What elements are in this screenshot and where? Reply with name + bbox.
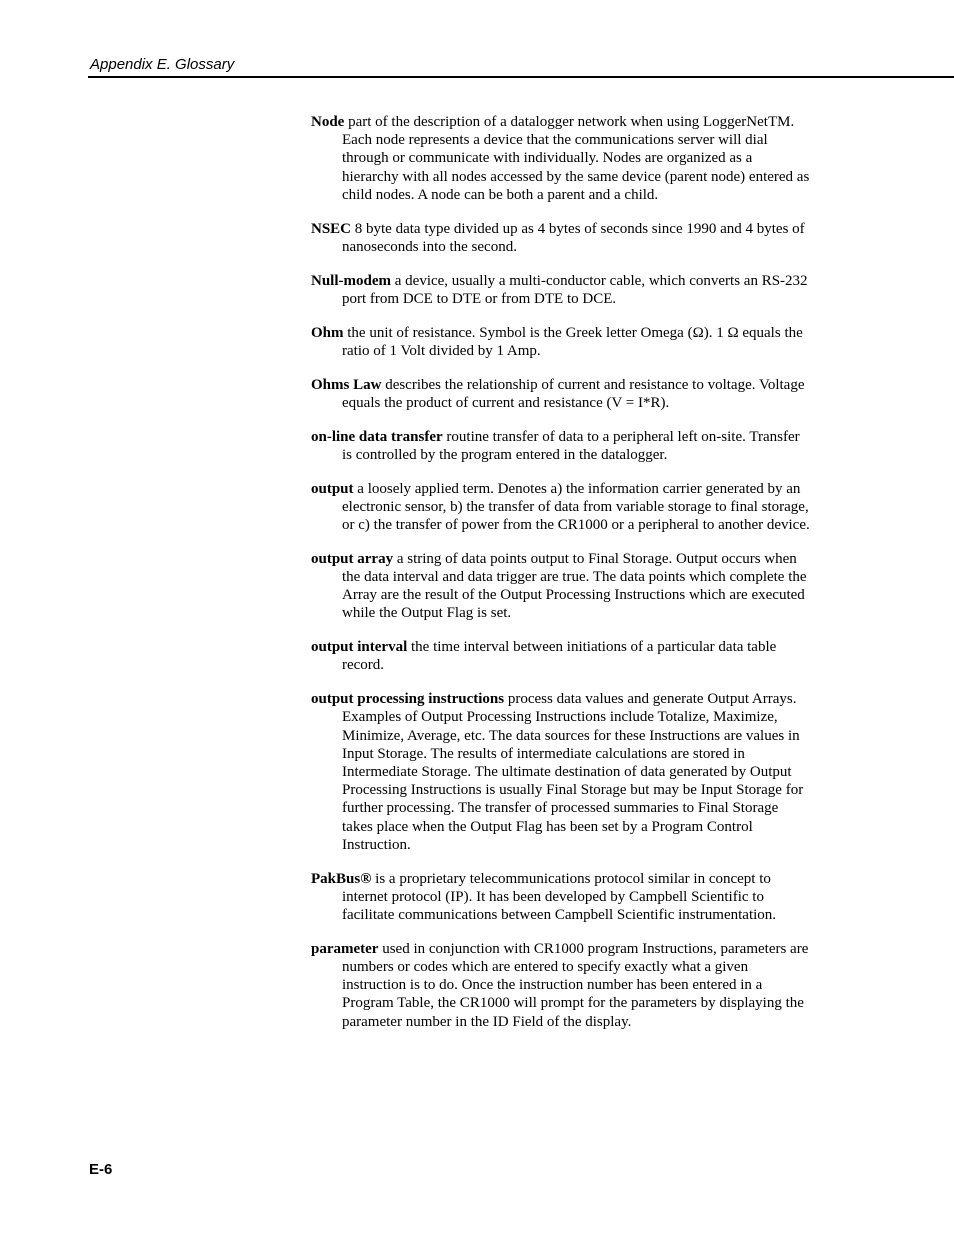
header-title: Appendix E. Glossary — [90, 56, 235, 73]
glossary-term: output array — [311, 550, 394, 567]
glossary-definition: the time interval between initiations of a particular data table record. — [342, 639, 777, 674]
glossary-entry-output — [311, 480, 811, 535]
glossary-definition: the unit of resistance. Symbol is the Greek letter Omega (Ω). 1 Ω equals the ratio of 1 Volt divided by 1 Amp. — [342, 324, 803, 359]
glossary-entry-output-interval — [311, 638, 811, 674]
glossary-entry-nsec — [311, 220, 811, 256]
glossary-definition: a loosely applied term. Denotes a) the information carrier generated by an electronic sensor, b) the transfer of data from variable storage to final storage, or c) the transfer of power from the CR1000 or a peripheral to another device. — [342, 480, 810, 534]
glossary-term: PakBus® — [311, 870, 372, 887]
glossary-term: output interval — [311, 639, 408, 656]
glossary-term: on-line data transfer — [311, 428, 443, 445]
glossary-entry-null-modem — [311, 272, 811, 308]
glossary-entry-node — [311, 113, 811, 204]
glossary-definition: a string of data points output to Final Storage. Output occurs when the data interval and data trigger are true. The data points which complete the Array are the result of the Output Processing Instructions which are executed while the Output Flag is set. — [342, 550, 807, 622]
glossary-entry-pakbus — [311, 870, 811, 925]
glossary-term: output processing instructions — [311, 691, 505, 708]
glossary-entry-parameter — [311, 940, 811, 1031]
glossary-entry-output-processing-instructions — [311, 690, 811, 854]
glossary-term: Node — [311, 114, 345, 130]
glossary-definition: used in conjunction with CR1000 program Instructions, parameters are numbers or codes which are entered to specify exactly what a given instruction is to do. Once the instruction number has been entered in a Program Table, the CR1000 will prompt for the parameters by displaying the parameter number in the ID Field of the display. — [342, 940, 809, 1030]
glossary-term: Null-modem — [311, 272, 391, 289]
glossary-entry-output-array — [311, 550, 811, 623]
glossary-definition: part of the description of a datalogger network when using LoggerNetTM. Each node represents a device that the communications server will dial through or communicate with individually. Nodes are organized as a hierarchy with all nodes accessed by the same device (parent node) entered as child nodes. A node can be both a parent and a child. — [342, 114, 810, 203]
glossary-entry-on-line-data-transfer — [311, 428, 811, 464]
glossary-definition: process data values and generate Output Arrays. Examples of Output Processing Instructions include Totalize, Maximize, Minimize, Average, etc. The data sources for these Instructions are values in Input Storage. The results of intermediate calculations are stored in Intermediate Storage. The ultimate destination of data generated by Output Processing Instructions is usually Final Storage but may be Input Storage for further processing. The transfer of processed summaries to Final Storage takes place when the Output Flag has been set by a Program Control Instruction. — [342, 691, 804, 853]
glossary-term: parameter — [311, 940, 379, 957]
glossary-term: output — [311, 480, 354, 497]
glossary-term: NSEC — [311, 220, 352, 237]
glossary-entry-ohms-law — [311, 376, 811, 412]
glossary-term: Ohm — [311, 324, 344, 341]
glossary-definition: routine transfer of data to a peripheral left on-site. Transfer is controlled by the program entered in the datalogger. — [342, 428, 800, 463]
glossary-content — [311, 113, 811, 1046]
glossary-definition: 8 byte data type divided up as 4 bytes of seconds since 1990 and 4 bytes of nanoseconds into the second. — [342, 220, 805, 255]
glossary-definition: describes the relationship of current and resistance to voltage. Voltage equals the product of current and resistance (V = I*R). — [342, 376, 805, 411]
glossary-definition: is a proprietary telecommunications protocol similar in concept to internet protocol (IP). It has been developed by Campbell Scientific to facilitate communications between Campbell Scientific instrumentation. — [342, 870, 777, 924]
page-header — [88, 56, 954, 78]
glossary-term: Ohms Law — [311, 376, 382, 393]
page-number: E-6 — [89, 1161, 113, 1178]
glossary-definition: a device, usually a multi-conductor cable, which converts an RS-232 port from DCE to DTE or from DTE to DCE. — [342, 272, 808, 307]
glossary-entry-ohm — [311, 324, 811, 360]
